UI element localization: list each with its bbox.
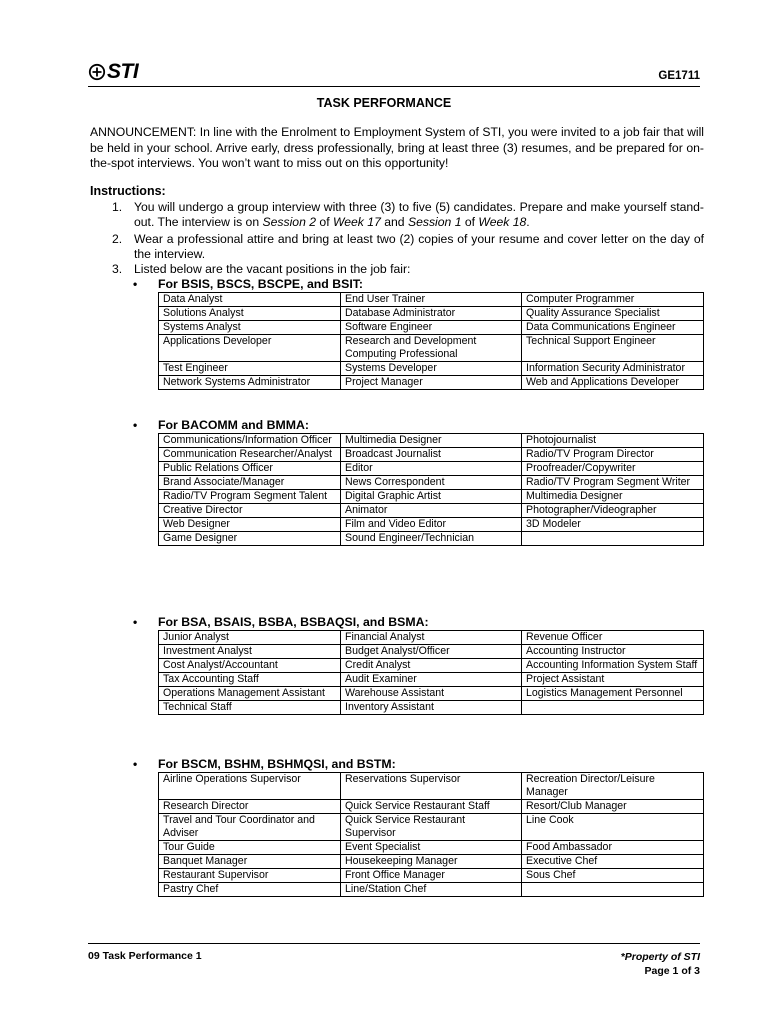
table-row bbox=[159, 800, 704, 814]
table-cell: Computer Programmer bbox=[522, 293, 704, 307]
table-row bbox=[159, 376, 704, 390]
table-cell: Multimedia Designer bbox=[522, 490, 704, 504]
table-cell: Creative Director bbox=[159, 504, 341, 518]
table-cell: Research Director bbox=[159, 800, 341, 814]
instruction-item-2 bbox=[112, 232, 704, 261]
table-row bbox=[159, 321, 704, 335]
table-row bbox=[159, 518, 704, 532]
table-row bbox=[159, 883, 704, 897]
table-cell: Executive Chef bbox=[522, 855, 704, 869]
positions-table-it bbox=[158, 292, 704, 390]
table-cell bbox=[522, 532, 704, 546]
page-title: TASK PERFORMANCE bbox=[316, 96, 452, 110]
table-cell: Tour Guide bbox=[159, 841, 341, 855]
section-heading-comm: • For BACOMM and BMMA: bbox=[133, 418, 309, 432]
table-cell: Brand Associate/Manager bbox=[159, 476, 341, 490]
logo-text: STI bbox=[107, 60, 139, 83]
table-cell: Network Systems Administrator bbox=[159, 376, 341, 390]
table-cell: Recreation Director/Leisure Manager bbox=[522, 773, 704, 800]
table-cell: Technical Support Engineer bbox=[522, 335, 704, 362]
table-cell: Cost Analyst/Accountant bbox=[159, 659, 341, 673]
table-cell: News Correspondent bbox=[341, 476, 522, 490]
table-row bbox=[159, 448, 704, 462]
table-cell: 3D Modeler bbox=[522, 518, 704, 532]
property-notice: *Property of STI bbox=[620, 951, 700, 963]
table-row bbox=[159, 307, 704, 321]
table-cell: Applications Developer bbox=[159, 335, 341, 362]
table-row bbox=[159, 434, 704, 448]
bullet-icon: • bbox=[133, 757, 138, 771]
positions-table-hospitality bbox=[158, 772, 704, 897]
table-row bbox=[159, 645, 704, 659]
table-row bbox=[159, 335, 704, 362]
section-heading-it: • For BSIS, BSCS, BSCPE, and BSIT: bbox=[133, 277, 363, 291]
page-number: Page 1 of 3 bbox=[644, 965, 700, 977]
instruction-item-3 bbox=[112, 262, 704, 277]
table-cell: Resort/Club Manager bbox=[522, 800, 704, 814]
instruction-text: Wear a professional attire and bring at least two (2) copies of your resume and cover letter on the day of the interview. bbox=[134, 232, 704, 261]
table-cell: Airline Operations Supervisor bbox=[159, 773, 341, 800]
table-row bbox=[159, 293, 704, 307]
table-cell: Accounting Information System Staff bbox=[522, 659, 704, 673]
bullet-icon: • bbox=[133, 418, 138, 432]
table-cell: Data Analyst bbox=[159, 293, 341, 307]
table-cell: Systems Developer bbox=[341, 362, 522, 376]
table-cell: Front Office Manager bbox=[341, 869, 522, 883]
bullet-icon: • bbox=[133, 615, 138, 629]
table-cell: Audit Examiner bbox=[341, 673, 522, 687]
table-cell: Event Specialist bbox=[341, 841, 522, 855]
table-cell: Financial Analyst bbox=[341, 631, 522, 645]
table-cell: Database Administrator bbox=[341, 307, 522, 321]
table-cell: Game Designer bbox=[159, 532, 341, 546]
table-row bbox=[159, 673, 704, 687]
table-row bbox=[159, 841, 704, 855]
table-cell: Tax Accounting Staff bbox=[159, 673, 341, 687]
table-cell: Research and Development Computing Professional bbox=[341, 335, 522, 362]
table-row bbox=[159, 814, 704, 841]
table-cell: Investment Analyst bbox=[159, 645, 341, 659]
table-cell: Quick Service Restaurant Staff bbox=[341, 800, 522, 814]
table-cell: Budget Analyst/Officer bbox=[341, 645, 522, 659]
table-cell: Operations Management Assistant bbox=[159, 687, 341, 701]
table-cell: End User Trainer bbox=[341, 293, 522, 307]
positions-table-comm bbox=[158, 433, 704, 546]
table-cell: Radio/TV Program Segment Talent bbox=[159, 490, 341, 504]
table-cell: Proofreader/Copywriter bbox=[522, 462, 704, 476]
table-cell: Technical Staff bbox=[159, 701, 341, 715]
table-cell: Communications/Information Officer bbox=[159, 434, 341, 448]
table-cell: Banquet Manager bbox=[159, 855, 341, 869]
table-row bbox=[159, 855, 704, 869]
table-row bbox=[159, 504, 704, 518]
sti-logo bbox=[88, 60, 138, 84]
table-cell: Project Assistant bbox=[522, 673, 704, 687]
section-heading-hospitality: • For BSCM, BSHM, BSHMQSI, and BSTM: bbox=[133, 757, 396, 771]
table-cell: Information Security Administrator bbox=[522, 362, 704, 376]
table-cell: Project Manager bbox=[341, 376, 522, 390]
announcement-text: ANNOUNCEMENT: In line with the Enrolment to Employment System of STI, you were invited to a job fair that will be held in your school. Arrive early, dress professionally, bring at least three (3) resumes, and be prepared for on-the-spot interviews. You won’t want to miss out on this opportunity! bbox=[90, 125, 704, 170]
table-cell: Radio/TV Program Director bbox=[522, 448, 704, 462]
table-cell: Housekeeping Manager bbox=[341, 855, 522, 869]
table-cell: Software Engineer bbox=[341, 321, 522, 335]
table-cell: Sous Chef bbox=[522, 869, 704, 883]
table-cell: Sound Engineer/Technician bbox=[341, 532, 522, 546]
table-row bbox=[159, 773, 704, 800]
table-cell: Line/Station Chef bbox=[341, 883, 522, 897]
table-row bbox=[159, 490, 704, 504]
table-cell: Line Cook bbox=[522, 814, 704, 841]
footer-info bbox=[621, 950, 700, 978]
instruction-item-1 bbox=[112, 200, 704, 229]
table-cell: Multimedia Designer bbox=[341, 434, 522, 448]
table-cell: Reservations Supervisor bbox=[341, 773, 522, 800]
sti-logo-icon bbox=[88, 63, 106, 81]
table-cell: Radio/TV Program Segment Writer bbox=[522, 476, 704, 490]
table-cell: Inventory Assistant bbox=[341, 701, 522, 715]
table-cell: Digital Graphic Artist bbox=[341, 490, 522, 504]
table-cell: Photojournalist bbox=[522, 434, 704, 448]
table-cell: Travel and Tour Coordinator and Adviser bbox=[159, 814, 341, 841]
table-cell: Systems Analyst bbox=[159, 321, 341, 335]
table-row bbox=[159, 362, 704, 376]
table-cell: Pastry Chef bbox=[159, 883, 341, 897]
table-cell: Data Communications Engineer bbox=[522, 321, 704, 335]
table-cell: Public Relations Officer bbox=[159, 462, 341, 476]
table-cell: Restaurant Supervisor bbox=[159, 869, 341, 883]
footer-divider bbox=[88, 943, 700, 944]
instruction-number: 1. bbox=[112, 200, 123, 214]
table-cell: Test Engineer bbox=[159, 362, 341, 376]
header-divider bbox=[88, 86, 700, 87]
table-cell: Quality Assurance Specialist bbox=[522, 307, 704, 321]
instruction-text: Listed below are the vacant positions in the job fair: bbox=[134, 262, 411, 276]
table-row bbox=[159, 462, 704, 476]
table-cell: Web Designer bbox=[159, 518, 341, 532]
table-row bbox=[159, 659, 704, 673]
table-row bbox=[159, 476, 704, 490]
table-row bbox=[159, 532, 704, 546]
table-cell: Warehouse Assistant bbox=[341, 687, 522, 701]
table-cell: Communication Researcher/Analyst bbox=[159, 448, 341, 462]
table-row bbox=[159, 687, 704, 701]
table-cell: Film and Video Editor bbox=[341, 518, 522, 532]
instructions-heading: Instructions: bbox=[90, 184, 166, 198]
table-cell bbox=[522, 883, 704, 897]
table-row bbox=[159, 701, 704, 715]
table-cell: Accounting Instructor bbox=[522, 645, 704, 659]
instruction-text: You will undergo a group interview with three (3) to five (5) candidates. Prepare and make yourself stand-out. The interview is on Session 2 of Week 17 and Session 1 of Week 18. bbox=[134, 200, 704, 229]
table-cell: Editor bbox=[341, 462, 522, 476]
course-code: GE1711 bbox=[658, 70, 700, 82]
table-cell: Food Ambassador bbox=[522, 841, 704, 855]
table-cell: Broadcast Journalist bbox=[341, 448, 522, 462]
table-cell: Animator bbox=[341, 504, 522, 518]
footer-label: 09 Task Performance 1 bbox=[88, 950, 202, 962]
table-cell: Junior Analyst bbox=[159, 631, 341, 645]
instruction-number: 3. bbox=[112, 262, 123, 276]
bullet-icon: • bbox=[133, 277, 138, 291]
table-cell: Credit Analyst bbox=[341, 659, 522, 673]
table-cell: Logistics Management Personnel bbox=[522, 687, 704, 701]
table-cell: Web and Applications Developer bbox=[522, 376, 704, 390]
table-cell bbox=[522, 701, 704, 715]
table-cell: Quick Service Restaurant Supervisor bbox=[341, 814, 522, 841]
table-row bbox=[159, 869, 704, 883]
table-cell: Revenue Officer bbox=[522, 631, 704, 645]
table-cell: Photographer/Videographer bbox=[522, 504, 704, 518]
instruction-number: 2. bbox=[112, 232, 123, 246]
table-cell: Solutions Analyst bbox=[159, 307, 341, 321]
positions-table-business bbox=[158, 630, 704, 715]
section-heading-business: • For BSA, BSAIS, BSBA, BSBAQSI, and BSMA: bbox=[133, 615, 429, 629]
table-row bbox=[159, 631, 704, 645]
